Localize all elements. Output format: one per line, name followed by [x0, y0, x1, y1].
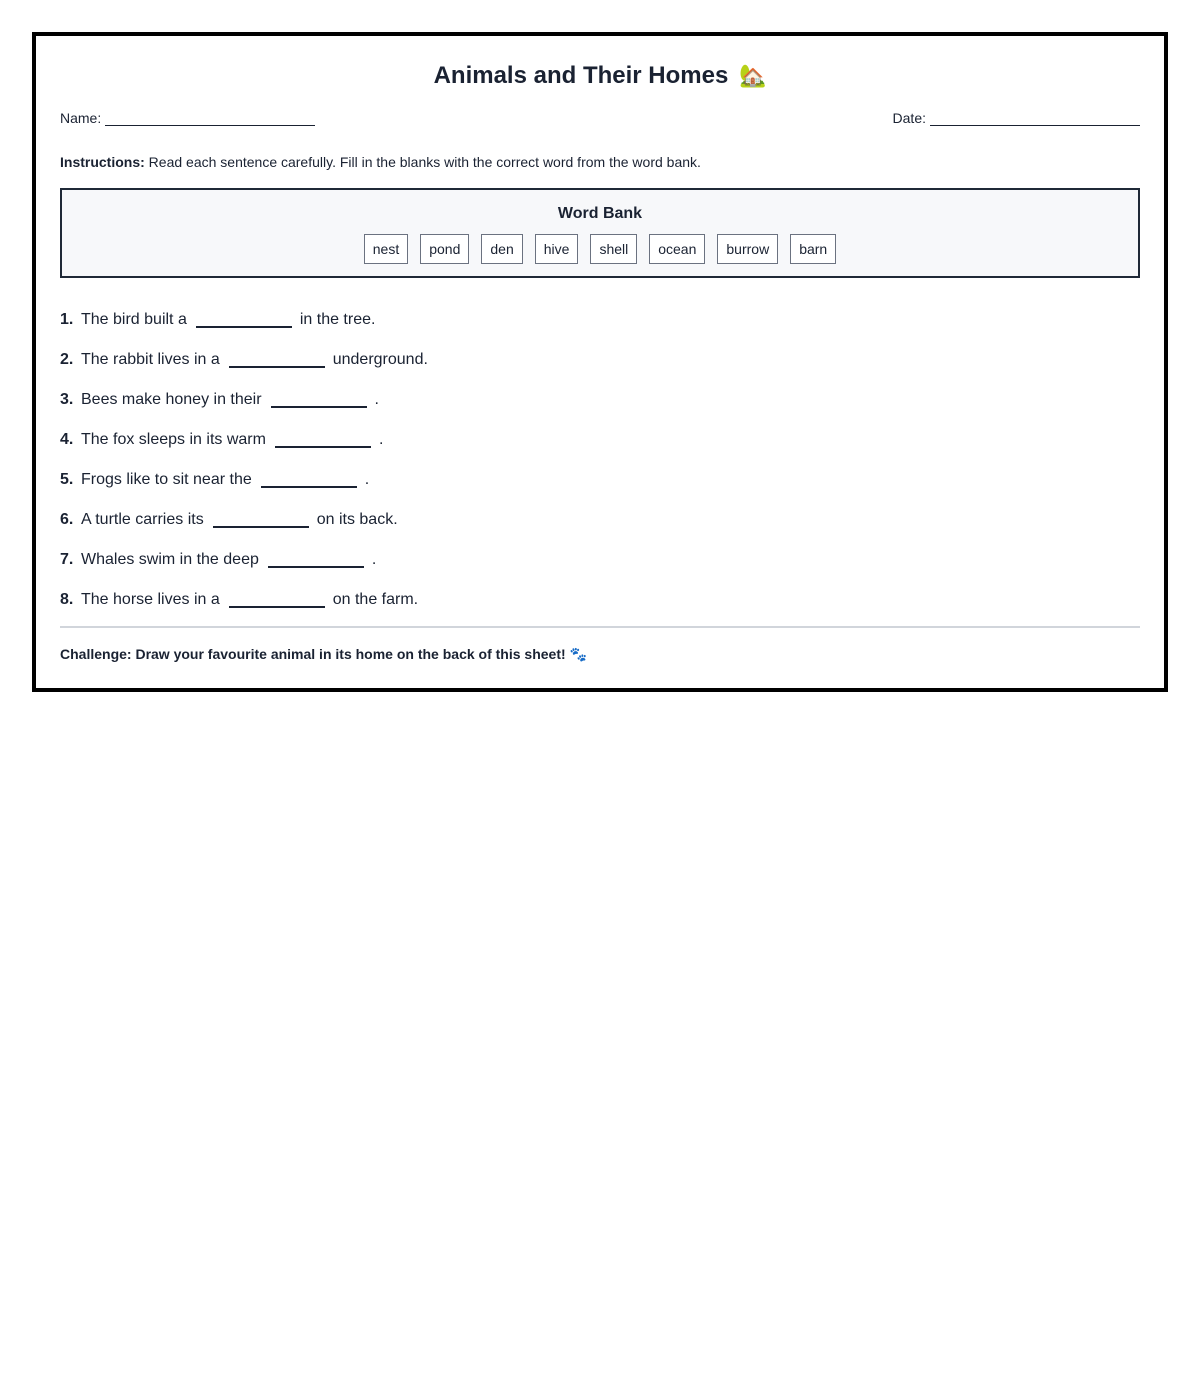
answer-blank[interactable] [268, 552, 364, 568]
question-number: 1. [60, 311, 74, 328]
answer-blank[interactable] [229, 352, 325, 368]
instructions [60, 154, 701, 170]
question-number: 6. [60, 511, 74, 528]
word-chip: nest [364, 234, 408, 264]
answer-blank[interactable] [271, 392, 367, 408]
question-4 [60, 420, 1140, 460]
name-line[interactable] [105, 111, 315, 126]
question-text-after: . [364, 471, 370, 488]
instructions-text: Read each sentence carefully. Fill in the blanks with the correct word from the word bank. [148, 154, 701, 170]
instructions-label: Instructions: [60, 154, 145, 170]
answer-blank[interactable] [261, 472, 357, 488]
date-label: Date: [892, 110, 926, 126]
word-bank [60, 188, 1140, 278]
word-bank-words [62, 234, 1138, 264]
question-text-after: on the farm. [332, 591, 419, 608]
question-list [60, 300, 1140, 620]
word-chip: barn [790, 234, 836, 264]
question-text-after: on its back. [316, 511, 398, 528]
paw-icon: 🐾 [569, 646, 587, 662]
question-text-before: The bird built a [81, 311, 187, 328]
question-text-before: The fox sleeps in its warm [81, 431, 266, 448]
question-text-before: A turtle carries its [81, 511, 204, 528]
question-text-after: . [378, 431, 384, 448]
word-chip: burrow [717, 234, 778, 264]
word-chip: pond [420, 234, 469, 264]
title-text: Animals and Their Homes [433, 62, 729, 89]
question-text-before: Whales swim in the deep [81, 551, 259, 568]
name-field[interactable] [60, 110, 315, 126]
answer-blank[interactable] [275, 432, 371, 448]
answer-blank[interactable] [229, 592, 325, 608]
answer-blank[interactable] [213, 512, 309, 528]
word-bank-title: Word Bank [557, 205, 643, 222]
date-field[interactable] [893, 110, 1140, 126]
question-text-before: Bees make honey in their [81, 391, 262, 408]
question-1 [60, 300, 1140, 340]
question-text-before: The rabbit lives in a [81, 351, 220, 368]
worksheet [32, 32, 1168, 692]
question-text-after: . [374, 391, 379, 408]
question-number: 2. [60, 351, 74, 368]
question-text-after: . [371, 551, 377, 568]
question-text-after: in the tree. [299, 311, 376, 328]
question-8 [60, 580, 1140, 620]
question-text-before: Frogs like to sit near the [81, 471, 252, 488]
question-number: 7. [60, 551, 74, 568]
question-text-after: underground. [332, 351, 428, 368]
question-3 [60, 380, 1140, 420]
divider [60, 626, 1140, 628]
word-chip: shell [590, 234, 637, 264]
question-2 [60, 340, 1140, 380]
word-chip: den [481, 234, 522, 264]
question-6 [60, 500, 1140, 540]
challenge [60, 646, 587, 663]
challenge-text: Challenge: Draw your favourite animal in its home on the back of this sheet! [60, 646, 566, 662]
name-label: Name: [60, 110, 102, 126]
question-text-before: The horse lives in a [81, 591, 220, 608]
date-line[interactable] [930, 111, 1140, 126]
page-title [36, 62, 1164, 90]
question-number: 4. [60, 431, 74, 448]
word-chip: ocean [649, 234, 705, 264]
question-number: 5. [60, 471, 74, 488]
answer-blank[interactable] [196, 312, 292, 328]
word-chip: hive [535, 234, 579, 264]
question-number: 3. [60, 391, 74, 408]
house-icon: 🏡 [739, 63, 767, 88]
question-7 [60, 540, 1140, 580]
question-number: 8. [60, 591, 74, 608]
question-5 [60, 460, 1140, 500]
